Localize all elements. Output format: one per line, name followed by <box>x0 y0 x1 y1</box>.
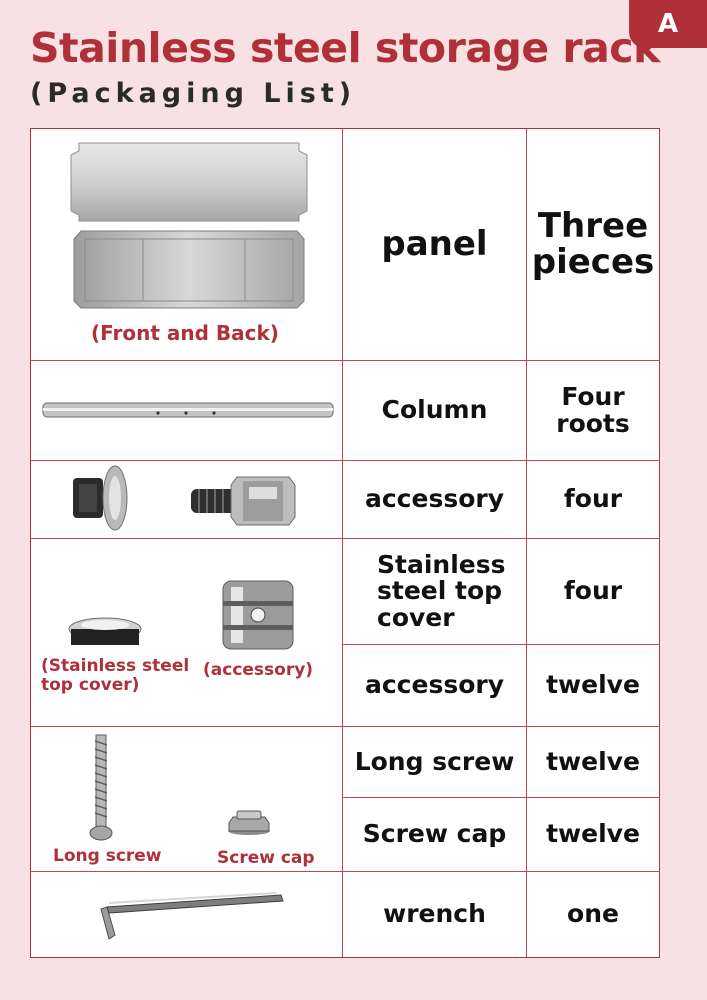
column-qty: Four roots <box>556 382 630 438</box>
screw-cap-name: Screw cap <box>362 819 507 849</box>
packaging-table <box>30 128 660 958</box>
panel-qty: Three pieces <box>531 205 655 282</box>
top-cover-image <box>67 617 143 647</box>
long-screw-name: Long screw <box>354 746 515 776</box>
page-title: Stainless steel storage rack <box>30 24 660 72</box>
top-cover-caption: (Stainless steel top cover) <box>41 656 190 695</box>
accessory-name: accessory <box>364 484 505 514</box>
screw-cap-image <box>227 811 271 835</box>
screw-cap-qty: twelve <box>546 819 640 849</box>
top-cover-name: Stainless steel top cover <box>377 550 506 632</box>
accessory-qty: four <box>563 484 623 514</box>
threaded-accessory-image <box>191 473 296 529</box>
page-badge: A <box>629 0 707 48</box>
column-image <box>43 403 333 417</box>
long-screw-caption: Long screw <box>53 846 162 866</box>
panel-image <box>71 143 307 308</box>
panel-caption: (Front and Back) <box>91 321 279 345</box>
wrench-image <box>101 891 285 943</box>
column-name: Column <box>381 395 488 425</box>
accessory-caption: (accessory) <box>203 660 314 680</box>
foot-accessory-image <box>71 464 131 536</box>
wrench-name: wrench <box>383 899 486 929</box>
wrench-qty: one <box>567 899 619 929</box>
long-screw-qty: twelve <box>546 746 640 776</box>
screw-cap-caption: Screw cap <box>217 848 315 868</box>
tube-accessory-image <box>221 581 295 649</box>
long-screw-image <box>89 735 113 841</box>
top-cover-qty: four <box>563 576 623 606</box>
accessory-2-qty: twelve <box>546 670 640 700</box>
page-subtitle: (Packaging List) <box>30 78 357 109</box>
accessory-2-name: accessory <box>364 670 505 700</box>
panel-name: panel <box>381 223 488 264</box>
